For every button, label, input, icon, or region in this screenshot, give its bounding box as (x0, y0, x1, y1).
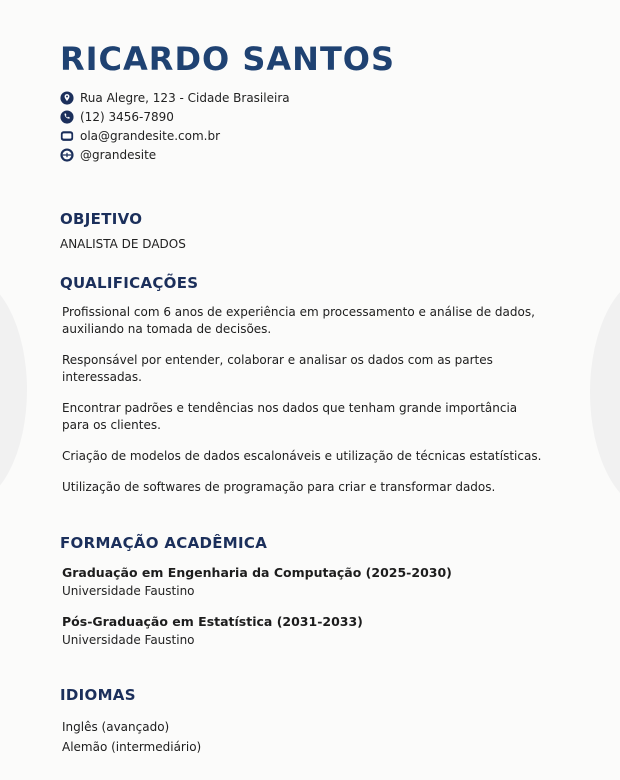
language-item: Inglês (avançado) (62, 720, 170, 734)
qualification-item: Encontrar padrões e tendências nos dados que tenham grande importância para os clientes. (62, 401, 518, 432)
education-school: Universidade Faustino (62, 584, 195, 598)
contact-phone (60, 107, 290, 126)
email-icon (60, 129, 74, 143)
education-degree: Pós-Graduação em Estatística (2031-2033) (62, 614, 363, 629)
contact-address (60, 88, 290, 107)
decorative-circle-right (590, 275, 620, 510)
contact-list (60, 88, 290, 164)
decorative-circle-left (0, 275, 27, 505)
education-item (62, 614, 363, 647)
section-title-objective: OBJETIVO (60, 210, 143, 228)
qualification-item: Responsável por entender, colaborar e analisar os dados com as partes interessadas. (62, 353, 493, 384)
contact-website (60, 145, 290, 164)
website-text[interactable]: @grandesite (80, 147, 157, 162)
location-pin-icon (60, 91, 74, 105)
address-text: Rua Alegre, 123 - Cidade Brasileira (80, 90, 290, 105)
qualification-item: Profissional com 6 anos de experiência em processamento e análise de dados, auxiliando na tomada de decisões. (62, 305, 535, 336)
section-title-languages: IDIOMAS (60, 686, 136, 704)
globe-icon (60, 148, 74, 162)
section-title-qualifications: QUALIFICAÇÕES (60, 274, 199, 292)
email-text[interactable]: ola@grandesite.com.br (80, 128, 221, 143)
qualification-item: Utilização de softwares de programação para criar e transformar dados. (62, 480, 496, 494)
candidate-name: RICARDO SANTOS (60, 40, 396, 78)
language-item: Alemão (intermediário) (62, 740, 202, 754)
phone-icon (60, 110, 74, 124)
section-title-education: FORMAÇÃO ACADÊMICA (60, 534, 268, 552)
education-item (62, 565, 452, 598)
qualification-item: Criação de modelos de dados escalonáveis e utilização de técnicas estatísticas. (62, 449, 542, 463)
education-degree: Graduação em Engenharia da Computação (2025-2030) (62, 565, 452, 580)
qualifications-list (62, 304, 542, 510)
languages-list (62, 717, 201, 757)
phone-text[interactable]: (12) 3456-7890 (80, 109, 174, 124)
objective-text: ANALISTA DE DADOS (60, 237, 186, 251)
education-school: Universidade Faustino (62, 633, 195, 647)
contact-email (60, 126, 290, 145)
